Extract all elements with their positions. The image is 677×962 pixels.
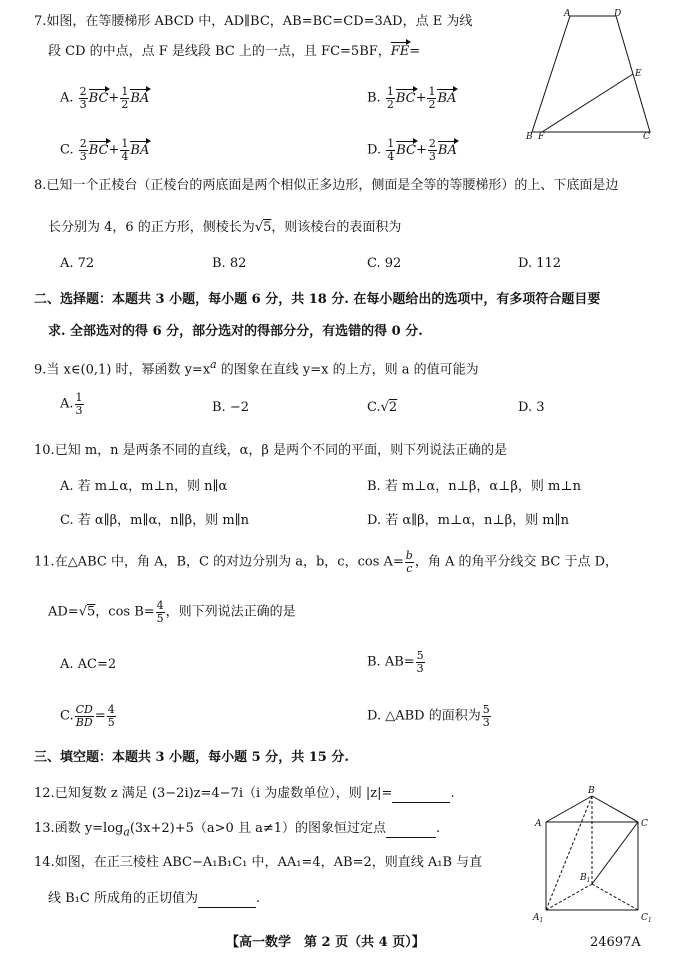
q11-text1a: 在△ABC 中，角 A，B，C 的对边分别为 a，b，c，cos A= [54,554,404,570]
plus: + [415,142,427,158]
q14-text1: 如图，在正三棱柱 ABC−A₁B₁C₁ 中，AA₁=4，AB=2，则直线 A₁B 与直 [54,855,483,870]
q7-line1 [34,14,472,30]
fig7-label-d: D [614,9,622,19]
fraction: $\frac{1}{4}$ [121,137,129,163]
q7-text2a: 段 CD 的中点，点 F 是线段 BC 上的一点，且 FC=5BF， [48,44,391,59]
q7-text2c: = [409,44,421,59]
q13-text: 函数 y=log [54,821,124,836]
fraction: $\frac{1}{2}$ [121,85,129,111]
option-label: C. [367,400,381,415]
q7-option-d[interactable] [367,138,457,162]
plus: + [108,90,120,106]
option-label: D. △ABD 的面积为 [367,708,481,724]
vector: BA [130,142,150,158]
q7-option-b[interactable] [367,86,456,110]
q9-text2: 的图象在直线 y=x 的上方，则 a 的值可能为 [216,362,479,378]
equals: = [94,708,106,724]
q9-exponent: a [210,358,217,371]
fraction: $\frac{4}{5}$ [156,599,164,625]
q8-option-b[interactable]: B. 82 [212,256,247,271]
q9-option-b[interactable]: B. −2 [212,400,249,415]
vector: BC [395,90,416,106]
fraction: $\frac{2}{3}$ [79,85,87,111]
q8-option-a[interactable]: A. 72 [60,256,95,271]
q9-option-c[interactable]: C.√2 [367,400,398,415]
fraction: $\frac{1}{3}$ [75,391,83,417]
q14-line2 [48,891,260,908]
footer-page-info: 【高一数学 第 2 页（共 4 页）】 [226,935,425,950]
q8-text2a: 长分别为 4，6 的正方形，侧棱长为 [48,220,255,235]
q8-line1 [34,178,618,194]
vector: BA [437,142,457,158]
q10-option-c[interactable]: C. 若 α∥β，m∥α，n∥β，则 m∥n [60,513,250,528]
q8-text1: 已知一个正棱台（正棱台的两底面是两个相似正多边形，侧面是全等的等腰梯形）的上、下底面是边 [46,178,619,193]
option-label: D. [367,142,382,158]
q7-option-c[interactable] [60,138,149,162]
trapezoid-figure [522,6,662,142]
q11-option-b[interactable] [367,650,426,674]
q9-text: 当 x∈(0,1) 时，幂函数 y=x [46,362,211,378]
option-label: A. [60,396,74,412]
q11-text1b: ，角 A 的角平分线交 BC 于点 D， [414,554,619,570]
option-label: A. [60,90,74,106]
q7-option-a[interactable] [60,86,149,110]
q10-option-a[interactable]: A. 若 m⊥α，m⊥n，则 n∥α [60,479,228,494]
fig7-label-f: F [538,132,545,142]
q7-number: 7. [34,14,47,29]
fraction: $\frac{CD}{BD}$ [75,703,93,729]
period: . [255,891,261,906]
q9-option-d[interactable]: D. 3 [518,400,545,415]
q11-line1 [34,550,618,574]
q8-text2c: ，则该棱台的表面积为 [271,220,402,235]
sqrt-5: 5 [87,604,96,620]
fraction: $\frac{2}{3}$ [428,137,436,163]
q14-number: 14. [34,855,55,870]
q13-text2: (3x+2)+5（a>0 且 a≠1）的图象恒过定点 [129,821,387,836]
sqrt-5: 5 [263,220,272,235]
plus: + [415,90,427,106]
fraction: $\frac{1}{2}$ [428,85,436,111]
prism-figure [530,784,660,926]
q11-number: 11. [34,554,55,570]
vector: BA [130,90,150,106]
fig14-label-b: B [588,786,595,796]
fraction: $\frac{1}{2}$ [386,85,394,111]
q14-line1 [34,855,482,871]
vector: BC [88,90,109,106]
q9-option-a[interactable] [60,392,85,416]
period: . [450,786,455,801]
fraction: $\frac{4}{5}$ [107,703,115,729]
section2-line2: 求. 全部选对的得 6 分，部分选对的得部分分，有选错的得 0 分. [48,324,423,339]
fig7-label-b: B [526,132,533,142]
period: . [436,821,441,836]
q13-number: 13. [34,821,55,836]
q8-number: 8. [34,178,47,193]
fraction: $\frac{5}{3}$ [416,649,424,675]
q7-text1: 如图，在等腰梯形 ABCD 中，AD∥BC，AB=BC=CD=3AD，点 E 为线 [46,14,473,29]
q11-text2a: AD= [48,604,79,620]
fig14-label-b1: $B_1$ [580,873,591,884]
fig7-label-e: E [635,69,642,79]
q13-answer-blank[interactable] [386,821,436,838]
q12-answer-blank[interactable] [392,786,450,803]
q9-line [34,358,479,378]
vector: BC [88,142,109,158]
q9-number: 9. [34,362,47,378]
vector: BC [396,142,416,158]
q12-number: 12. [34,786,55,801]
fig14-label-a1: $A_1$ [533,913,544,924]
option-label: B. [367,90,381,106]
fraction: $\frac{b}{c}$ [405,549,413,575]
fig14-label-c1: $C_1$ [641,913,652,924]
vector: BA [437,90,457,106]
q10-option-d[interactable]: D. 若 α∥β，m⊥α，n⊥β，则 m∥n [367,513,569,528]
q14-answer-blank[interactable] [198,891,256,908]
fig7-label-a: A [564,9,571,19]
q13-log-base: a [123,825,130,839]
q11-option-c[interactable] [60,704,117,728]
q11-option-d[interactable] [367,704,492,728]
fraction: $\frac{5}{3}$ [482,703,490,729]
q10-text: 已知 m，n 是两条不同的直线，α，β 是两个不同的平面，则下列说法正确的是 [54,443,508,458]
option-label: B. AB= [367,654,415,670]
plus: + [108,142,120,158]
q8-option-c[interactable]: C. 92 [367,256,402,271]
fraction: $\frac{1}{4}$ [387,137,395,163]
fig7-label-c: C [643,132,650,142]
q7-vector-fe: FE [390,44,410,59]
q8-option-d[interactable]: D. 112 [518,256,562,271]
q8-line2: 长分别为 4，6 的正方形，侧棱长为√5，则该棱台的表面积为 [48,220,402,235]
option-label: C. [60,142,74,158]
section2-line1: 二、选择题：本题共 3 小题，每小题 6 分，共 18 分. 在每小题给出的选项中，有多项符合题目要 [34,292,601,307]
q7-line2 [48,44,420,60]
q12-line [34,786,455,803]
sqrt-2: 2 [388,400,398,415]
q10-number: 10. [34,443,55,458]
fig14-label-c: C [641,819,648,829]
fig14-label-a: A [535,819,542,829]
section3-line: 三、填空题：本题共 3 小题，每小题 5 分，共 15 分. [34,750,349,765]
q11-text2c: ，则下列说法正确的是 [165,604,296,620]
option-label: C. [60,708,74,724]
q11-text2b: ，cos B= [95,604,155,620]
q13-line [34,821,440,839]
q11-line2: AD=√5，cos B= $\frac{4}{5}$ ，则下列说法正确的是 [48,599,296,625]
q11-option-a[interactable]: A. AC=2 [60,657,117,672]
fraction: $\frac{2}{3}$ [79,137,87,163]
footer-code: 24697A [590,935,641,950]
q14-text2: 线 B₁C 所成角的正切值为 [48,891,198,906]
q12-text: 已知复数 z 满足 (3−2i)z=4−7i（i 为虚数单位），则 |z|= [54,786,393,801]
q10-line [34,443,507,459]
q10-option-b[interactable]: B. 若 m⊥α，n⊥β，α⊥β，则 m⊥n [367,479,581,494]
